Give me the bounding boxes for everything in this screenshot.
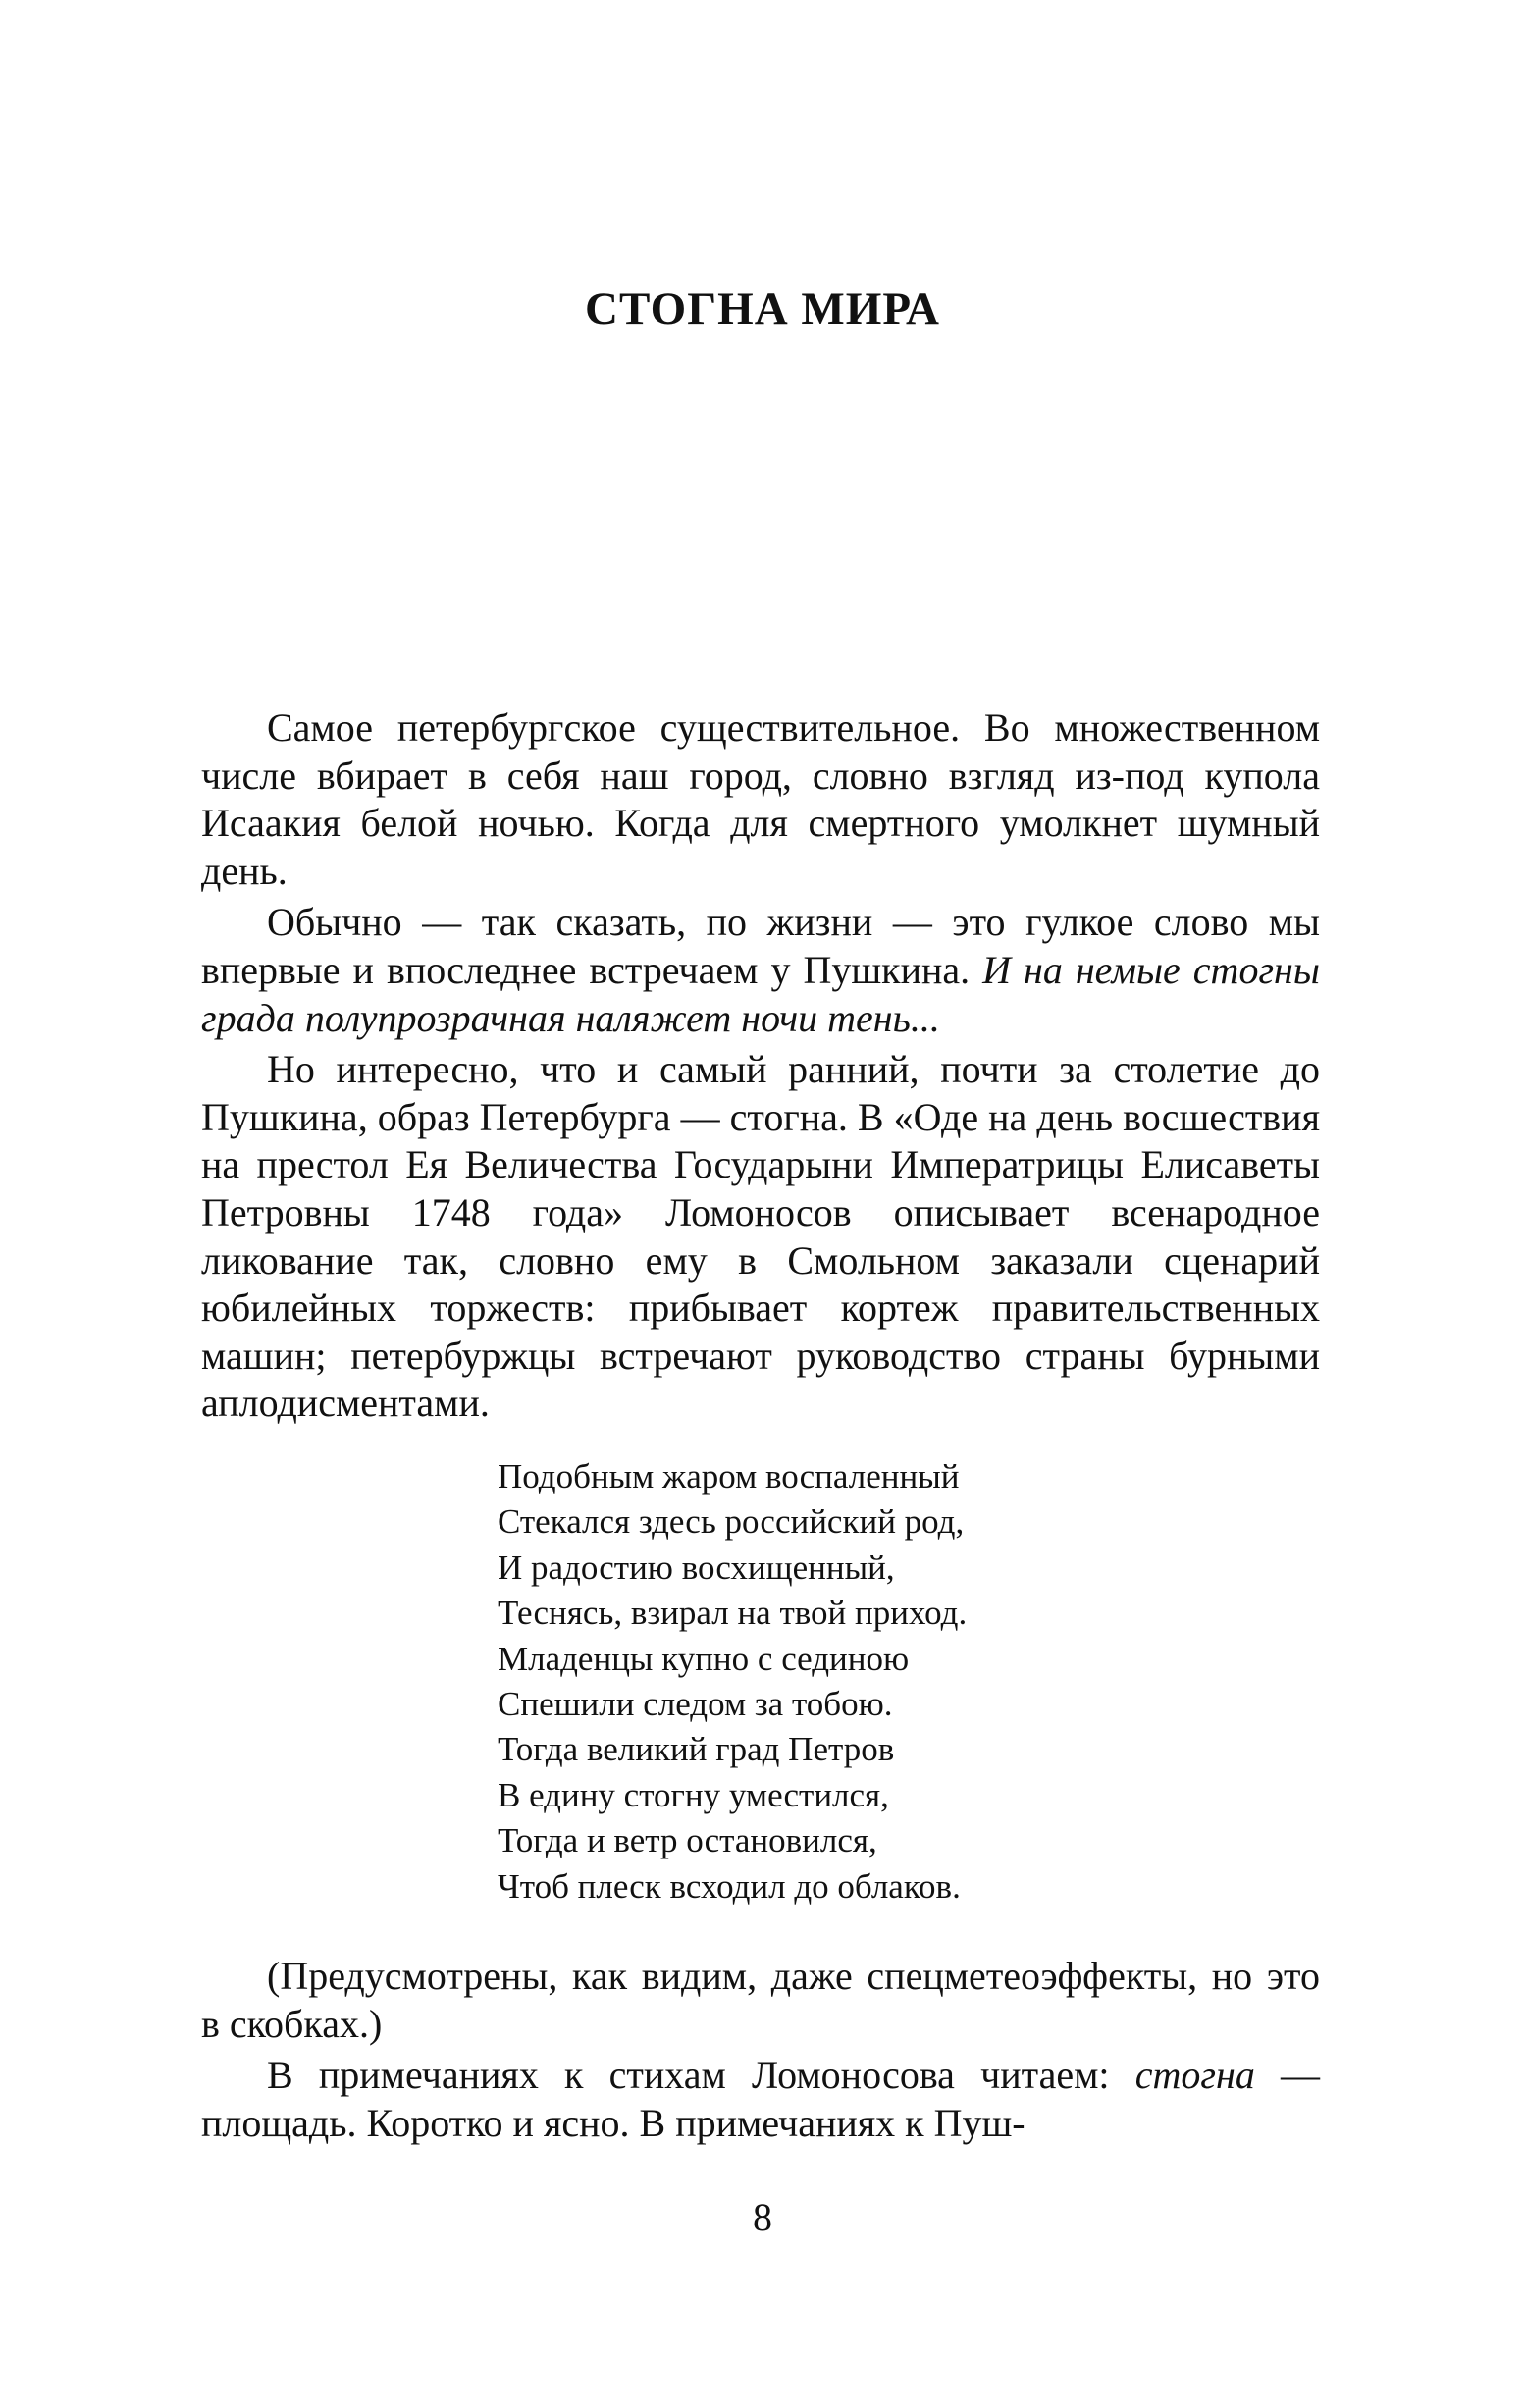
verse-line: Теснясь, взирал на твой приход. <box>498 1594 968 1633</box>
paragraph-text: В примечаниях к стихам Ломоносова читаем: <box>267 2053 1135 2098</box>
verse-line: Тогда великий град Петров <box>498 1730 895 1769</box>
paragraph-text: Но интересно, что и самый ранний, почти за столетие до Пушкина, образ Петербурга — стогна. В «Оде на день восшествия на престол Ея Величества Государыни Императрицы Елисаветы Петровны 1748 года» Ломоносов описывает всенародное ликование так, словно ему в Смольном заказали сценарий юбилейных торжеств: прибывает кортеж правительственных машин; петербуржцы встречают руководство страны бурными аплодисментами. <box>201 1047 1320 1426</box>
verse-line: Чтоб плеск всходил до облаков. <box>498 1866 961 1906</box>
paragraph <box>201 899 1320 1042</box>
paragraph-text: Самое петербургское существительное. Во множественном числе вбирает в себя наш город, словно взгляд из-под купола Исаакия белой ночью. Когда для смертного умолкнет шумный день. <box>201 706 1320 893</box>
body-top <box>201 705 1320 1428</box>
paragraph-text: (Предусмотрены, как видим, даже спецметеоэффекты, но это в скобках.) <box>201 1954 1320 2046</box>
verse-quote <box>498 1454 1184 1910</box>
paragraph <box>201 705 1320 895</box>
verse-line: Спешили следом за тобою. <box>498 1685 893 1724</box>
verse-line: И радостию восхищенный, <box>498 1547 895 1587</box>
verse-line: Младенцы купно с сединою <box>498 1639 910 1678</box>
verse-line: Тогда и ветр остановился, <box>498 1821 877 1860</box>
paragraph-text: Обычно — так сказать, по жизни — это гулкое слово мы впервые и впоследнее встречаем у Пушкина. <box>201 900 1320 992</box>
paragraph <box>201 2052 1320 2147</box>
paragraph <box>201 1046 1320 1428</box>
paragraph-text: — площадь. Коротко и ясно. В примечаниях к Пуш- <box>201 2053 1321 2145</box>
italic-quote: И на немые стогны града полупрозрачная наляжет ночи тень... <box>201 947 1320 1040</box>
verse-line: Подобным жаром воспаленный <box>498 1457 960 1495</box>
italic-term: стогна <box>1134 2053 1255 2098</box>
chapter-title: СТОГНА МИРА <box>585 284 940 335</box>
verse-line: В едину стогну уместился, <box>498 1775 889 1814</box>
page-number: 8 <box>753 2195 772 2239</box>
paragraph <box>201 1953 1320 2048</box>
body-bottom <box>201 1953 1320 2147</box>
verse-line: Стекался здесь российский род, <box>498 1502 965 1542</box>
